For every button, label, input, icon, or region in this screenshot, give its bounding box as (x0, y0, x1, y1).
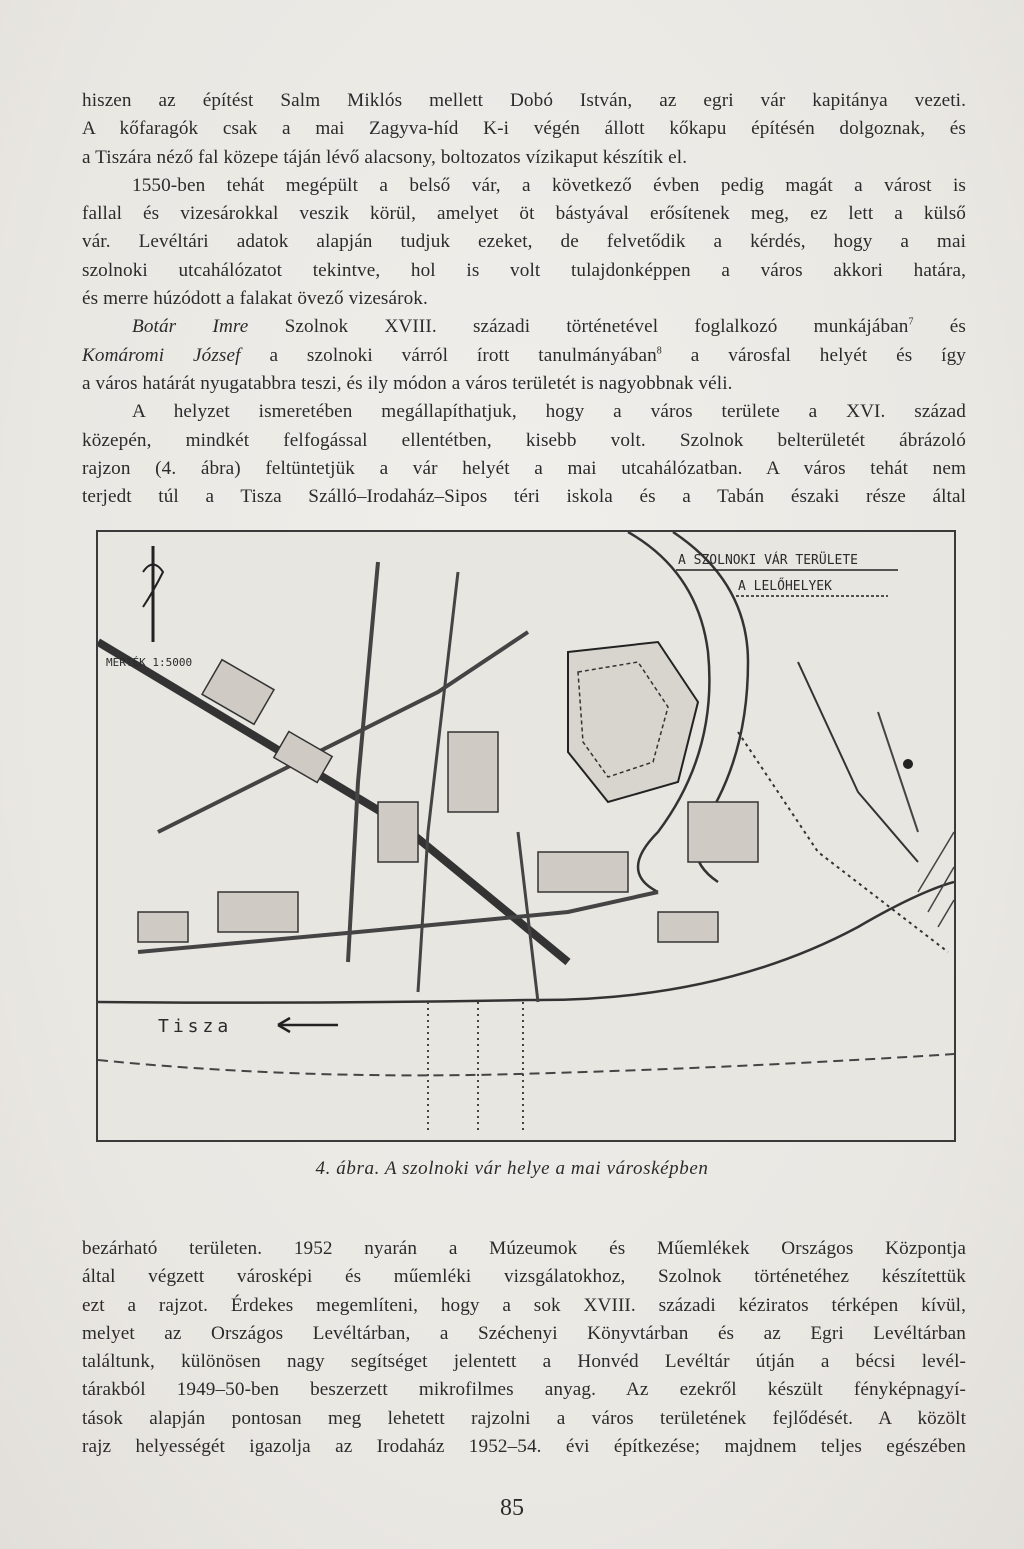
text-line: tárakból 1949–50-ben beszerzett mikrofilmes anyag. Az ezekről készült fényképnagyí- (82, 1379, 966, 1401)
city-map-figure (96, 530, 956, 1142)
north-arrow-icon (143, 546, 163, 642)
author-name: Botár Imre (132, 316, 249, 338)
text-line: rajz helyességét igazolja az Irodaház 1952–54. évi építkezése; majdnem teljes egészében (82, 1436, 966, 1458)
street (348, 562, 378, 962)
body-text-bottom (82, 1235, 966, 1461)
body-text-top (82, 87, 966, 511)
text-line-citations (82, 313, 966, 341)
author-name: Komáromi József (82, 344, 241, 366)
text-line: a város határát nyugatabbra teszi, és ily módon a város területét is nagyobbnak véli. (82, 372, 733, 394)
text-fragment: a szolnoki várról írott tanulmányában (240, 344, 657, 366)
text-line: melyet az Országos Levéltárban, a Széchenyi Könyvtárban és az Egri Levéltárban (82, 1322, 966, 1344)
text-line: 1550-ben tehát megépült a belső vár, a következő évben pedig magát a várost is (132, 174, 966, 196)
street (138, 892, 658, 952)
text-line: fallal és vizesárokkal veszik körül, amelyet öt bástyával erősítenek meg, ez lett a külső (82, 203, 966, 225)
text-line: A kőfaragók csak a mai Zagyva-híd K-i végén állott kőkapu építésén dolgoznak, és (82, 118, 966, 140)
text-line: terjedt túl a Tisza Szálló–Irodaház–Sipos téri iskola és a Tabán északi része által (82, 486, 966, 508)
road (798, 662, 918, 862)
text-line: és merre húzódott a falakat övező vizesárok. (82, 288, 428, 310)
scale-label: MÉRTÉK 1:5000 (106, 656, 193, 669)
page-number: 85 (500, 1495, 524, 1521)
footnote-ref: 8 (656, 345, 662, 357)
text-line: rajzon (4. ábra) feltüntetjük a vár helyét a mai utcahálózatban. A város tehát nem (82, 457, 966, 479)
text-line: tások alapján pontosan meg lehetett rajzolni a város területének fejlődését. A közölt (82, 1407, 966, 1429)
figure-caption: 4. ábra. A szolnoki vár helye a mai városképben (315, 1158, 709, 1179)
text-line-citations (82, 342, 966, 370)
text-line: által végzett városképi és műemléki vizsgálatokhoz, Szolnok történetéhez készítettük (82, 1266, 966, 1288)
text-line: közepén, mindkét felfogással ellentétben, kisebb volt. Szolnok belterületét ábrázoló (82, 429, 966, 451)
railway-line (738, 732, 948, 952)
text-line: A helyzet ismeretében megállapíthatjuk, hogy a város területe a XVI. század (132, 401, 966, 423)
road (878, 712, 918, 832)
text-fragment: a városfal helyét és így (661, 344, 966, 366)
legend-castle: A SZOLNOKI VÁR TERÜLETE (678, 553, 859, 568)
legend-sites: A LELŐHELYEK (738, 579, 832, 594)
arrow-left-icon (278, 1018, 338, 1032)
text-line: szolnoki utcahálózatot tekintve, hol is volt tulajdonképpen a város akkori határa, (82, 259, 966, 281)
hatched-area (918, 832, 954, 927)
text-line: bezárható területen. 1952 nyarán a Múzeumok és Műemlékek Országos Központja (82, 1238, 966, 1259)
text-line: találtunk, különösen nagy segítséget jelentett a Honvéd Levéltár útján a bécsi levél- (82, 1351, 966, 1373)
site-marker (903, 759, 913, 769)
text-line: a Tiszára néző fal közepe táján lévő alacsony, boltozatos vízikaput készítik el. (82, 146, 688, 168)
river-label: Tisza (158, 1016, 233, 1037)
castle-area (568, 642, 698, 802)
text-line: vár. Levéltári adatok alapján tudjuk ezeket, de felvetődik a kérdés, hogy a mai (82, 231, 966, 253)
footnote-ref: 7 (908, 316, 914, 328)
text-fragment: Szolnok XVIII. századi történetével foglalkozó munkájában (248, 316, 909, 338)
text-line: ezt a rajzot. Érdekes megemlíteni, hogy a sok XVIII. századi kéziratos térképen kívül, (82, 1294, 966, 1316)
text-line: hiszen az építést Salm Miklós mellett Dobó István, az egri vár kapitánya vezeti. (82, 90, 966, 111)
map-drawing (98, 532, 954, 1140)
text-fragment: és (913, 316, 966, 338)
river-bank-south (98, 1054, 954, 1075)
